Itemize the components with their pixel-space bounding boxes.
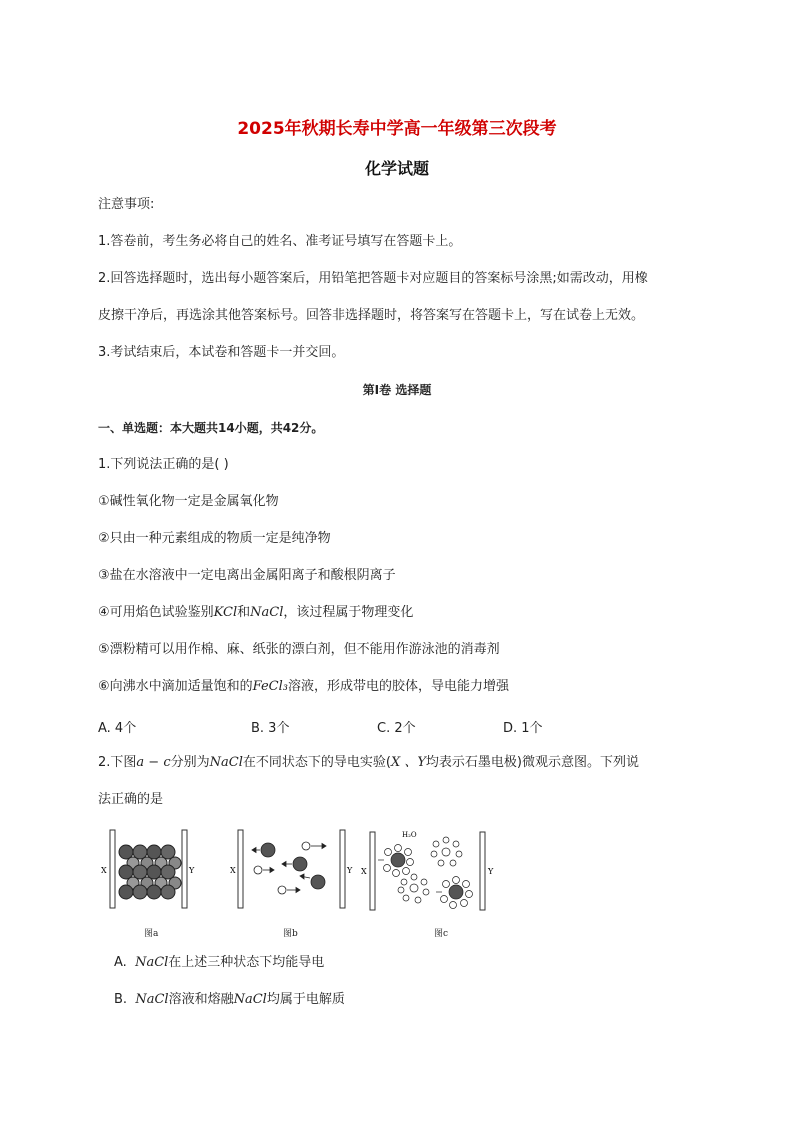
q1-statement-5: ⑤漂粉精可以用作棉、麻、纸张的漂白剂，但不能用作游泳池的消毒剂 — [98, 642, 500, 657]
q1-s4-mid: 和 — [237, 605, 251, 620]
q1-statement-3: ③盐在水溶液中一定电离出金属阳离子和酸根阴离子 — [98, 568, 396, 583]
formula-fecl3: FeCl₃ — [252, 679, 288, 694]
formula-kcl: KCl — [213, 605, 238, 620]
q1-statement-6 — [98, 678, 509, 696]
q2-option-a-text: 在上述三种状态下均能导电 — [168, 955, 325, 970]
figure-b — [230, 828, 353, 913]
q2-option-b-text1: 溶液和熔融 — [168, 992, 234, 1007]
q1-s4-post: ，该过程属于物理变化 — [283, 605, 414, 620]
hydrated-ions — [378, 837, 473, 909]
q2-option-b-label: B. — [114, 992, 128, 1007]
q1-s4-pre: ④可用焰色试验鉴别 — [98, 605, 214, 620]
q2-option-b-text2: 均属于电解质 — [266, 992, 345, 1007]
formula-nacl: NaCl — [135, 955, 169, 970]
label-h2o: H₂O — [402, 831, 417, 839]
q1-option-d: D. 1个 — [503, 721, 543, 736]
section-heading: 一、单选题：本大题共14小题，共42分。 — [98, 421, 324, 435]
notice-item-2a: 2.回答选择题时，选出每小题答案后，用铅笔把答题卡对应题目的答案标号涂黑;如需改动，用橡 — [98, 271, 648, 286]
q1-s6-post: 溶液，形成带电的胶体，导电能力增强 — [287, 679, 509, 694]
part1-heading: 第Ⅰ卷 选择题 — [362, 383, 432, 397]
q2-stem-c: 在不同状态下的导电实验( — [242, 755, 391, 770]
caption-b: 图b — [283, 929, 298, 939]
label-y: Y — [488, 867, 494, 876]
notice-heading: 注意事项: — [98, 197, 155, 212]
figure-a — [100, 828, 200, 913]
q1-option-b: B. 3个 — [251, 721, 290, 736]
formula-nacl: NaCl — [209, 755, 243, 770]
q2-stem-b: 分别为 — [170, 755, 210, 770]
exam-title: 2025年秋期长寿中学高一年级第三次段考 — [237, 119, 557, 139]
formula-nacl: NaCl — [135, 992, 169, 1007]
electrode-x — [370, 832, 375, 910]
q1-statement-1: ①碱性氧化物一定是金属氧化物 — [98, 494, 279, 509]
label-x: X — [361, 867, 367, 876]
q1-statement-2: ②只由一种元素组成的物质一定是纯净物 — [98, 531, 331, 546]
formula-nacl: NaCl — [233, 992, 267, 1007]
electrode-x — [110, 830, 115, 908]
label-y: Y — [189, 866, 195, 875]
electrodes-xy: X 、Y — [390, 755, 426, 770]
notice-item-3: 3.考试结束后，本试卷和答题卡一并交回。 — [98, 345, 345, 360]
q2-stem — [98, 754, 639, 772]
electrode-y — [182, 830, 187, 908]
subject-title: 化学试题 — [364, 159, 429, 178]
q2-stem-a: 2.下图 — [98, 755, 137, 770]
electrode-x — [238, 830, 243, 908]
q1-statement-4 — [98, 604, 413, 622]
figure-c — [358, 826, 498, 918]
label-x: X — [230, 866, 236, 875]
label-x: X — [101, 866, 107, 875]
q2-option-a-label: A. — [114, 955, 127, 970]
q1-option-a: A. 4个 — [98, 721, 137, 736]
label-y: Y — [347, 866, 353, 875]
crystal-lattice — [119, 845, 181, 899]
q1-stem: 1.下列说法正确的是( ) — [98, 457, 229, 472]
notice-item-1: 1.答卷前，考生务必将自己的姓名、准考证号填写在答题卡上。 — [98, 234, 462, 249]
caption-c: 图c — [434, 929, 449, 939]
electrode-y — [340, 830, 345, 908]
formula-nacl: NaCl — [250, 605, 284, 620]
q2-option-b — [114, 991, 345, 1009]
q1-option-c: C. 2个 — [377, 721, 416, 736]
electrode-y — [480, 832, 485, 910]
q2-stem-line2: 法正确的是 — [98, 792, 164, 807]
q2-stem-d: 均表示石墨电极)微观示意图。下列说 — [425, 755, 639, 770]
free-ions — [252, 842, 326, 894]
notice-item-2b: 皮擦干净后，再选涂其他答案标号。回答非选择题时，将答案写在答题卡上，写在试卷上无效。 — [98, 308, 645, 323]
q2-option-a — [114, 954, 324, 972]
caption-a: 图a — [144, 929, 159, 939]
q1-s6-pre: ⑥向沸水中滴加适量饱和的 — [98, 679, 253, 694]
figure-range: a − c — [136, 755, 171, 770]
